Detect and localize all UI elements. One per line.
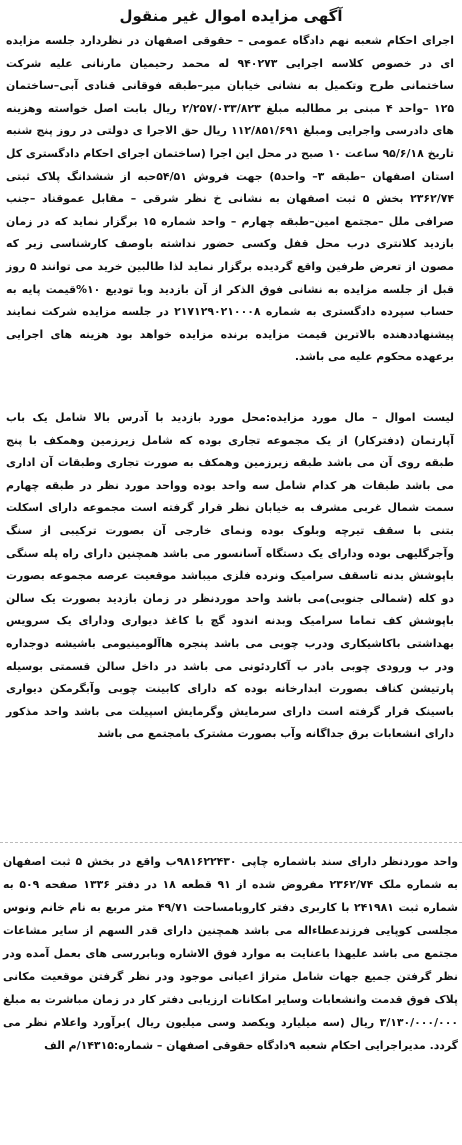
notice-paragraph-valuation: واحد موردنظر دارای سند باشماره چاپی ۹۸۱۶۲۲۴۳۰ب واقع در بخش ۵ ثبت اصفهان به شماره ملک ۲۳۶۲/۷۴ مفروض شده از ۹۱ قطعه ۱۸ در دفتر ۱۳۳۶ صفحه ۵۰۹ به شماره ثبت ۲۴۱۹۸۱ با کاربری دفتر کاروبامساحت ۴۹/۷۱ متر مربع به نام خانم ونوس مجلسی کوپایی فرزندعطاءاله می باشد همچنین دارای قدر السهم از سایر مشاعات مجتمع می باشد علیهذا باعنایت به موارد فوق الاشاره وبابررسی های بعمل آمده ودر نظر گرفتن جمیع جهات شامل متراژ اعیانی موجود ودر نظر گرفتن موقعیت مکانی پلاک فوق قدمت وانشعابات وسایر امکانات ارزیابی دفتر کار در زمان مباشرت به مبلغ ۳/۱۳۰/۰۰۰/۰۰۰ ریال (سه میلیارد ویکصد وسی میلیون ریال )برآورد واعلام نظر می گردد. مدیراجرایی احکام شعبه ۹دادگاه حقوقی اصفهان – شماره:۱۴۳۱۵/م الف [3,855,459,1052]
notice-paragraph-auction-details: اجرای احکام شعبه نهم دادگاه عمومی – حقوقی اصفهان در نظردارد جلسه مزایده ای در خصوص کلاسه اجرایی ۹۴۰۲۷۳ له محمد رحیمیان مارنانی علیه شرکت ساختمانی طرح وتکمیل به نشانی خیابان میر–طبقه فوقانی قنادی آبی–ساختمان ۱۲۵ –واحد ۴ مبنی بر مطالبه مبلغ ۲/۲۵۷/۰۳۳/۸۲۳ ریال بابت اصل خواسته وهزینه های دادرسی واجرایی ومبلغ ۱۱۲/۸۵۱/۶۹۱ ریال حق الاجرا ی دولتی در روز پنج شنبه تاریخ ۹۵/۶/۱۸ ساعت ۱۰ صبح در محل این اجرا (ساختمان اجرای احکام دادگستری کل استان اصفهان –طبقه ۳– واحد۵) جهت فروش ۵۴/۵۱حبه از ششدانگ پلاک ثبتی ۲۳۶۲/۷۴ بخش ۵ ثبت اصفهان به نشانی خ نظر شرقی – مقابل عموقناد –جنب صرافی ملل –مجتمع امین–طبقه چهارم – واحد شماره ۱۵ برگزار نماید که در زمان بازدید کلانتری درب محل قفل وکسی حضور نداشته باوصف کارشناسی زیر که مصون از تعرض طرفین واقع گردیده برگزار نماید لذا طالبین خرید می توانند ۵ روز قبل از جلسه مزایده به نشانی فوق الذکر از آن بازدید وبا تودیع ۱۰%قیمت پایه به حساب سپرده دادگستری به شماره ۲۱۷۱۲۹۰۲۱۰۰۰۸ در جلسه مزایده شرکت نمایند پیشنهاددهنده بالاترین قیمت مزایده برنده مزایده خواهد بود هزینه های اجرایی برعهده محکوم علیه می باشد. [6,34,455,364]
section-divider [0,842,462,843]
notice-paragraph-property-description: لیست اموال – مال مورد مزایده:محل مورد بازدید با آدرس بالا شامل یک باب آپارتمان (دفترکار) از یک مجموعه تجاری بوده که شامل زیرزمین وهمکف با پنج طبقه روی آن می باشد طبقه زیرزمین وهمکف به صورت تجاری وطبقات آن اداری می باشد طبقات هر کدام شامل سه واحد بوده وواحد مورد نظر در طبقه چهارم سمت شمال غربی مشرف به خیابان نظر قرار گرفته است مجموعه دارای اسکلت بتنی با سقف تیرچه وبلوک بوده ونمای خارجی آن بصورت ترکیبی از سنگ وآجرگلیهی بوده ودارای یک دستگاه آسانسور می باشد همچنین دارای راه پله سنگی باپوشش بدنه تاسقف سرامیک ونرده فلزی میباشد موقعیت عرصه مجموعه بصورت دو کله (شمالی جنوبی)می باشد واحد موردنظر در زمان بازدید بصورت یک سالن باپوشش کف تماما سرامیک وبدنه اندود گچ با کاغذ دیواری ودارای یک سرویس بهداشتی باکاشیکاری ودرب چوبی می باشد پنجره هاآلومینیومی باشیشه دوجداره ودر ب ورودی چوبی بادر ب آکاردئونی می باشد در داخل سالن قسمتی بوسیله پارتیشن کناف بصورت ابدارخانه بوده که دارای کابینت چوبی وآبگرمکن دیواری باسینک قرار گرفته است دارای سرمایش وگرمایش اسپیلت می باشد واحد مذکور دارای انشعابات برق جداگانه وآب بصورت مشترک بامجتمع می باشد [6,411,454,741]
notice-title: آگهی مزایده اموال غیر منقول [119,7,343,25]
